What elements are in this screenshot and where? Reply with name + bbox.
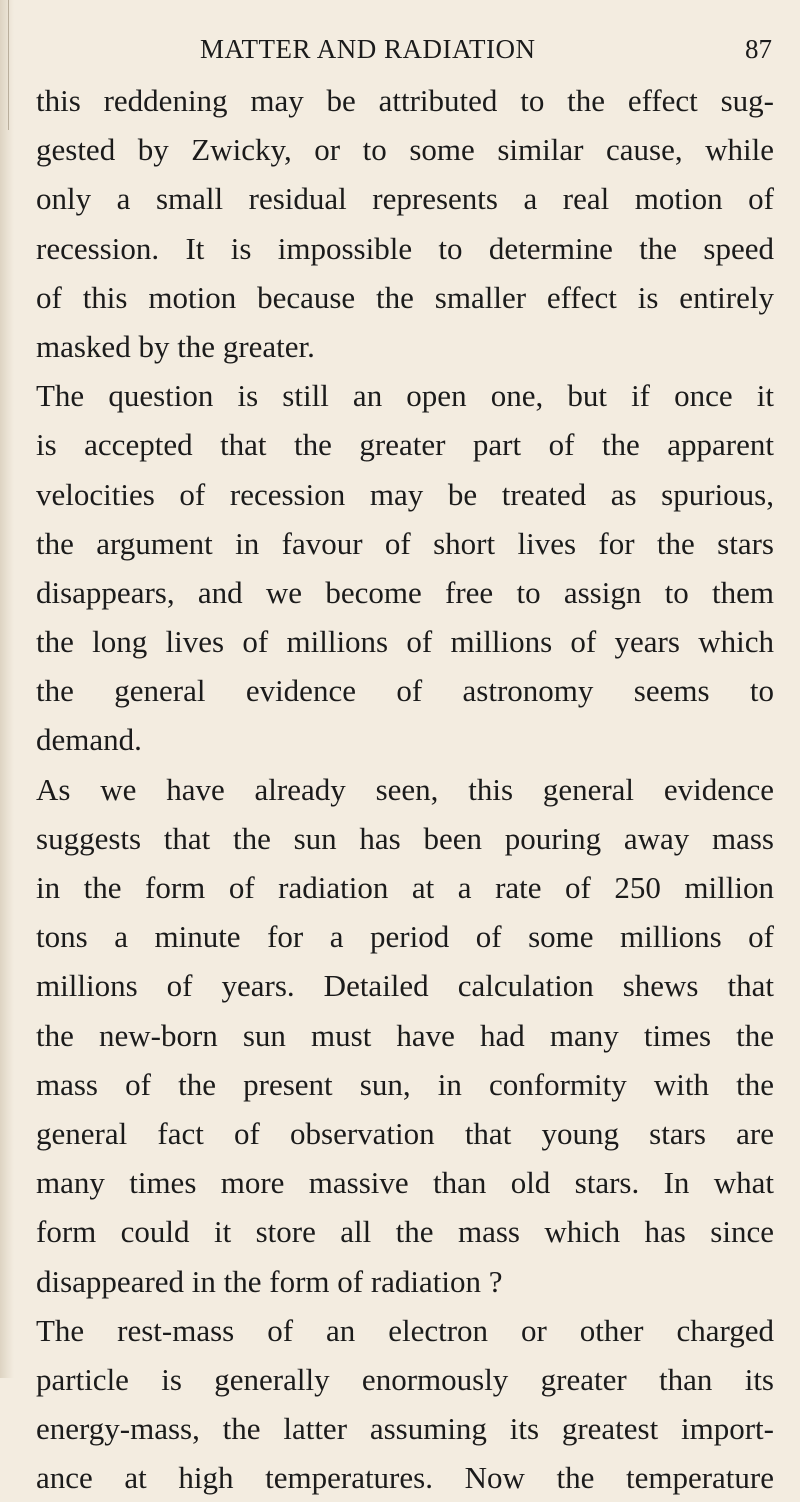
- text-line: is accepted that the greater part of the apparent: [36, 427, 774, 463]
- page-binding-edge: [0, 0, 14, 1378]
- text-line: many times more massive than old stars. In what: [36, 1165, 774, 1201]
- text-line: general fact of observation that young stars are: [36, 1115, 774, 1151]
- text-line: millions of years. Detailed calculation shews that: [36, 968, 774, 1004]
- text-line: this reddening may be attributed to the effect sug-: [36, 83, 774, 118]
- page-number: 87: [745, 34, 772, 64]
- text-line: disappeared in the form of radiation ?: [36, 1263, 503, 1299]
- text-line: masked by the greater.: [36, 328, 315, 364]
- text-line: The rest-mass of an electron or other charged: [36, 1312, 774, 1348]
- text-line: As we have already seen, this general evidence: [36, 771, 774, 807]
- text-line: the general evidence of astronomy seems to: [36, 673, 774, 709]
- text-line: recession. It is impossible to determine the speed: [36, 230, 774, 266]
- text-line: the long lives of millions of millions of years which: [36, 624, 774, 660]
- text-line: demand.: [36, 722, 142, 758]
- text-line: energy-mass, the latter assuming its greatest import-: [36, 1411, 774, 1447]
- text-line: particle is generally enormously greater than its: [36, 1361, 774, 1397]
- text-line: ance at high temperatures. Now the temperature: [36, 1460, 774, 1496]
- text-line: tons a minute for a period of some millions of: [36, 919, 774, 955]
- text-line: form could it store all the mass which has since: [36, 1214, 774, 1250]
- text-line: the argument in favour of short lives for the stars: [36, 525, 774, 561]
- body-text: [36, 76, 774, 1502]
- text-line: mass of the present sun, in conformity with the: [36, 1066, 774, 1102]
- text-line: gested by Zwicky, or to some similar cause, while: [36, 132, 774, 168]
- running-title: MATTER AND RADIATION: [200, 34, 536, 64]
- text-line: suggests that the sun has been pouring away mass: [36, 820, 774, 856]
- text-line: in the form of radiation at a rate of 250 million: [36, 870, 774, 905]
- running-head: [0, 28, 800, 72]
- text-line: velocities of recession may be treated as spurious,: [36, 476, 774, 512]
- text-line: The question is still an open one, but if once it: [36, 378, 774, 414]
- text-line: of this motion because the smaller effect is entirely: [36, 279, 774, 315]
- text-line: disappears, and we become free to assign to them: [36, 574, 774, 610]
- text-line: only a small residual represents a real motion of: [36, 181, 774, 217]
- text-line: the new-born sun must have had many times the: [36, 1017, 774, 1053]
